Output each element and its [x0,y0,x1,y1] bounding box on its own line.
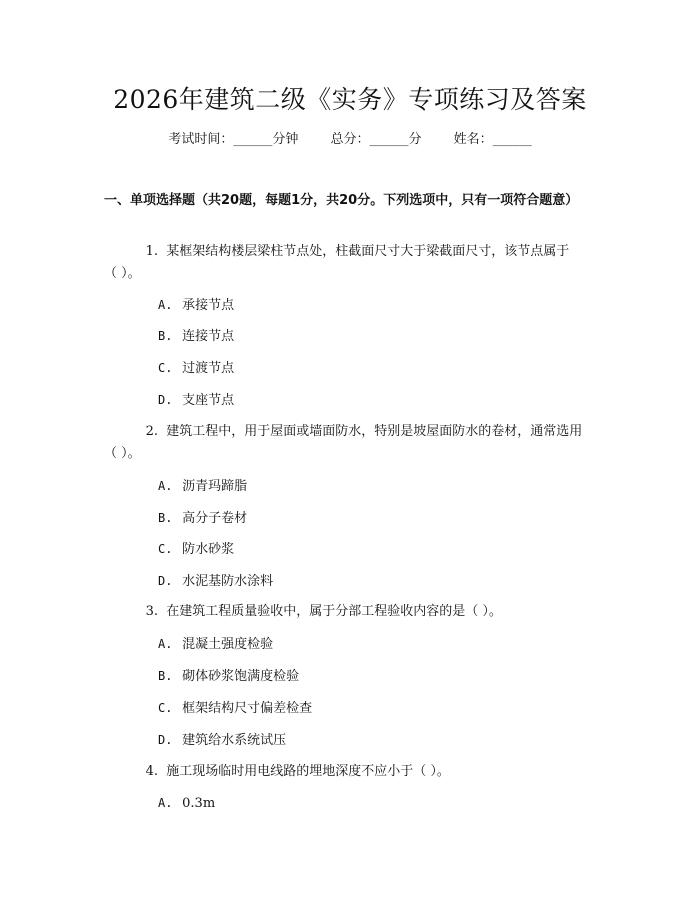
total-score-field: 总分：______分 [330,132,422,147]
option-1d: D. 支座节点 [158,393,235,408]
option-3c: C. 框架结构尺寸偏差检查 [158,701,313,716]
section-heading: 一、单项选择题（共20题，每题1分，共20分。下列选项中，只有一项符合题意） [104,193,579,208]
question-number: 4. [145,764,158,779]
question-number: 2. [145,424,158,439]
option-3d: D. 建筑给水系统试压 [158,733,287,748]
question-text: 建筑工程中，用于屋面或墙面防水，特别是坡屋面防水的卷材，通常选用 [166,424,583,439]
question-text-cont: （ ）。 [104,446,141,461]
question-1 [104,241,604,285]
exam-time-field: 考试时间：______分钟 [168,132,299,147]
option-2d: D. 水泥基防水涂料 [158,574,274,589]
option-1a: A. 承接节点 [158,298,235,313]
question-2 [104,421,604,465]
question-3 [104,601,604,623]
question-number: 3. [145,604,158,619]
page-title: 2026年建筑二级《实务》专项练习及答案 [113,85,587,114]
option-2c: C. 防水砂浆 [158,542,235,557]
question-text: 某框架结构楼层梁柱节点处，柱截面尺寸大于梁截面尺寸，该节点属于 [166,244,570,259]
question-number: 1. [145,244,158,259]
question-text: 在建筑工程质量验收中，属于分部工程验收内容的是（ ）。 [166,604,502,619]
option-2b: B. 高分子卷材 [158,511,248,526]
option-3a: A. 混凝土强度检验 [158,637,274,652]
question-text: 施工现场临时用电线路的埋地深度不应小于（ ）。 [166,764,450,779]
option-1b: B. 连接节点 [158,329,235,344]
name-field: 姓名：______ [453,132,532,147]
option-1c: C. 过渡节点 [158,361,235,376]
question-4 [104,761,604,783]
option-2a: A. 沥青玛蹄脂 [158,479,248,494]
exam-meta [0,130,700,150]
option-3b: B. 砌体砂浆饱满度检验 [158,669,300,684]
option-4a: A. 0.3m [158,796,216,811]
question-text-cont: （ ）。 [104,266,141,281]
